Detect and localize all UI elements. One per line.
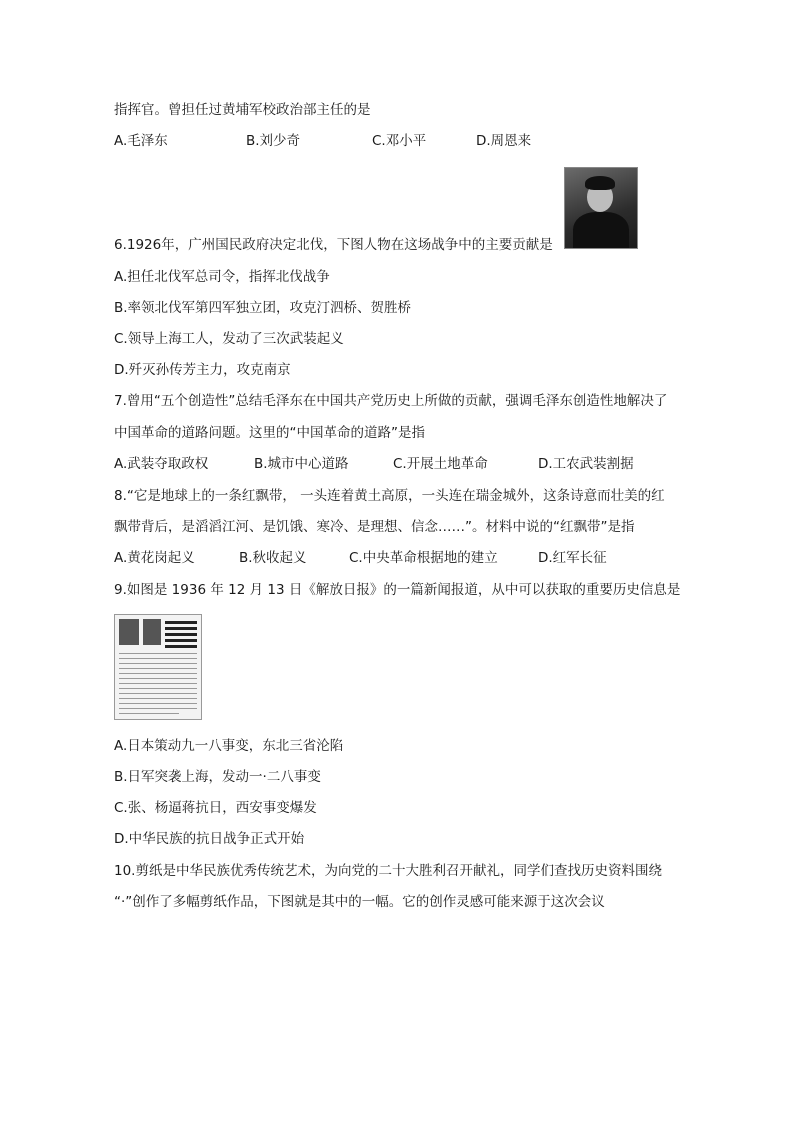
q8-option-c: C.中央革命根据地的建立 [349, 550, 498, 566]
q6-option-a: A.担任北伐军总司令，指挥北伐战争 [114, 269, 330, 285]
q7-option-a: A.武装夺取政权 [114, 456, 209, 472]
q9-option-b: B.日军突袭上海，发动一·二八事变 [114, 769, 321, 785]
q6-portrait-photo [564, 167, 638, 249]
q9-option-a: A.日本策动九一八事变，东北三省沦陷 [114, 738, 344, 754]
q9-stem: 9.如图是 1936 年 12 月 13 日《解放日报》的一篇新闻报道，从中可以获取的重要历史信息是 [114, 582, 681, 598]
q8-option-d: D.红军长征 [538, 550, 607, 566]
q8-option-b: B.秋收起义 [239, 550, 307, 566]
q10-stem-line2: “·”创作了多幅剪纸作品，下图就是其中的一幅。它的创作灵感可能来源于这次会议 [114, 894, 605, 910]
q7-stem-line1: 7.曾用“五个创造性”总结毛泽东在中国共产党历史上所做的贡献，强调毛泽东创造性地解决了 [114, 393, 668, 409]
q6-stem: 6.1926年，广州国民政府决定北伐，下图人物在这场战争中的主要贡献是 [114, 237, 553, 253]
q6-option-d: D.歼灭孙传芳主力，攻克南京 [114, 362, 291, 378]
q8-option-a: A.黄花岗起义 [114, 550, 195, 566]
q9-option-c: C.张、杨逼蒋抗日，西安事变爆发 [114, 800, 317, 816]
q9-newspaper-image [114, 614, 202, 720]
q6-option-b: B.率领北伐军第四军独立团，攻克汀泗桥、贺胜桥 [114, 300, 412, 316]
q7-option-d: D.工农武装割据 [538, 456, 634, 472]
q7-option-b: B.城市中心道路 [254, 456, 349, 472]
q5-option-c: C.邓小平 [372, 133, 427, 149]
q7-stem-line2: 中国革命的道路问题。这里的“中国革命的道路”是指 [114, 425, 425, 441]
q5-option-b: B.刘少奇 [246, 133, 301, 149]
q10-stem-line1: 10.剪纸是中华民族优秀传统艺术，为向党的二十大胜利召开献礼，同学们查找历史资料围绕 [114, 863, 662, 879]
q9-option-d: D.中华民族的抗日战争正式开始 [114, 831, 305, 847]
q5-option-a: A.毛泽东 [114, 133, 168, 149]
q8-stem-line1: 8.“它是地球上的一条红飘带， 一头连着黄土高原，一头连在瑞金城外，这条诗意而壮美的红 [114, 488, 665, 504]
q5-option-d: D.周恩来 [476, 133, 532, 149]
q8-stem-line2: 飘带背后，是滔滔江河、是饥饿、寒冷、是理想、信念……”。材料中说的“红飘带”是指 [114, 519, 635, 535]
q7-option-c: C.开展土地革命 [393, 456, 488, 472]
q5-stem: 指挥官。曾担任过黄埔军校政治部主任的是 [114, 102, 371, 118]
q6-option-c: C.领导上海工人，发动了三次武装起义 [114, 331, 344, 347]
